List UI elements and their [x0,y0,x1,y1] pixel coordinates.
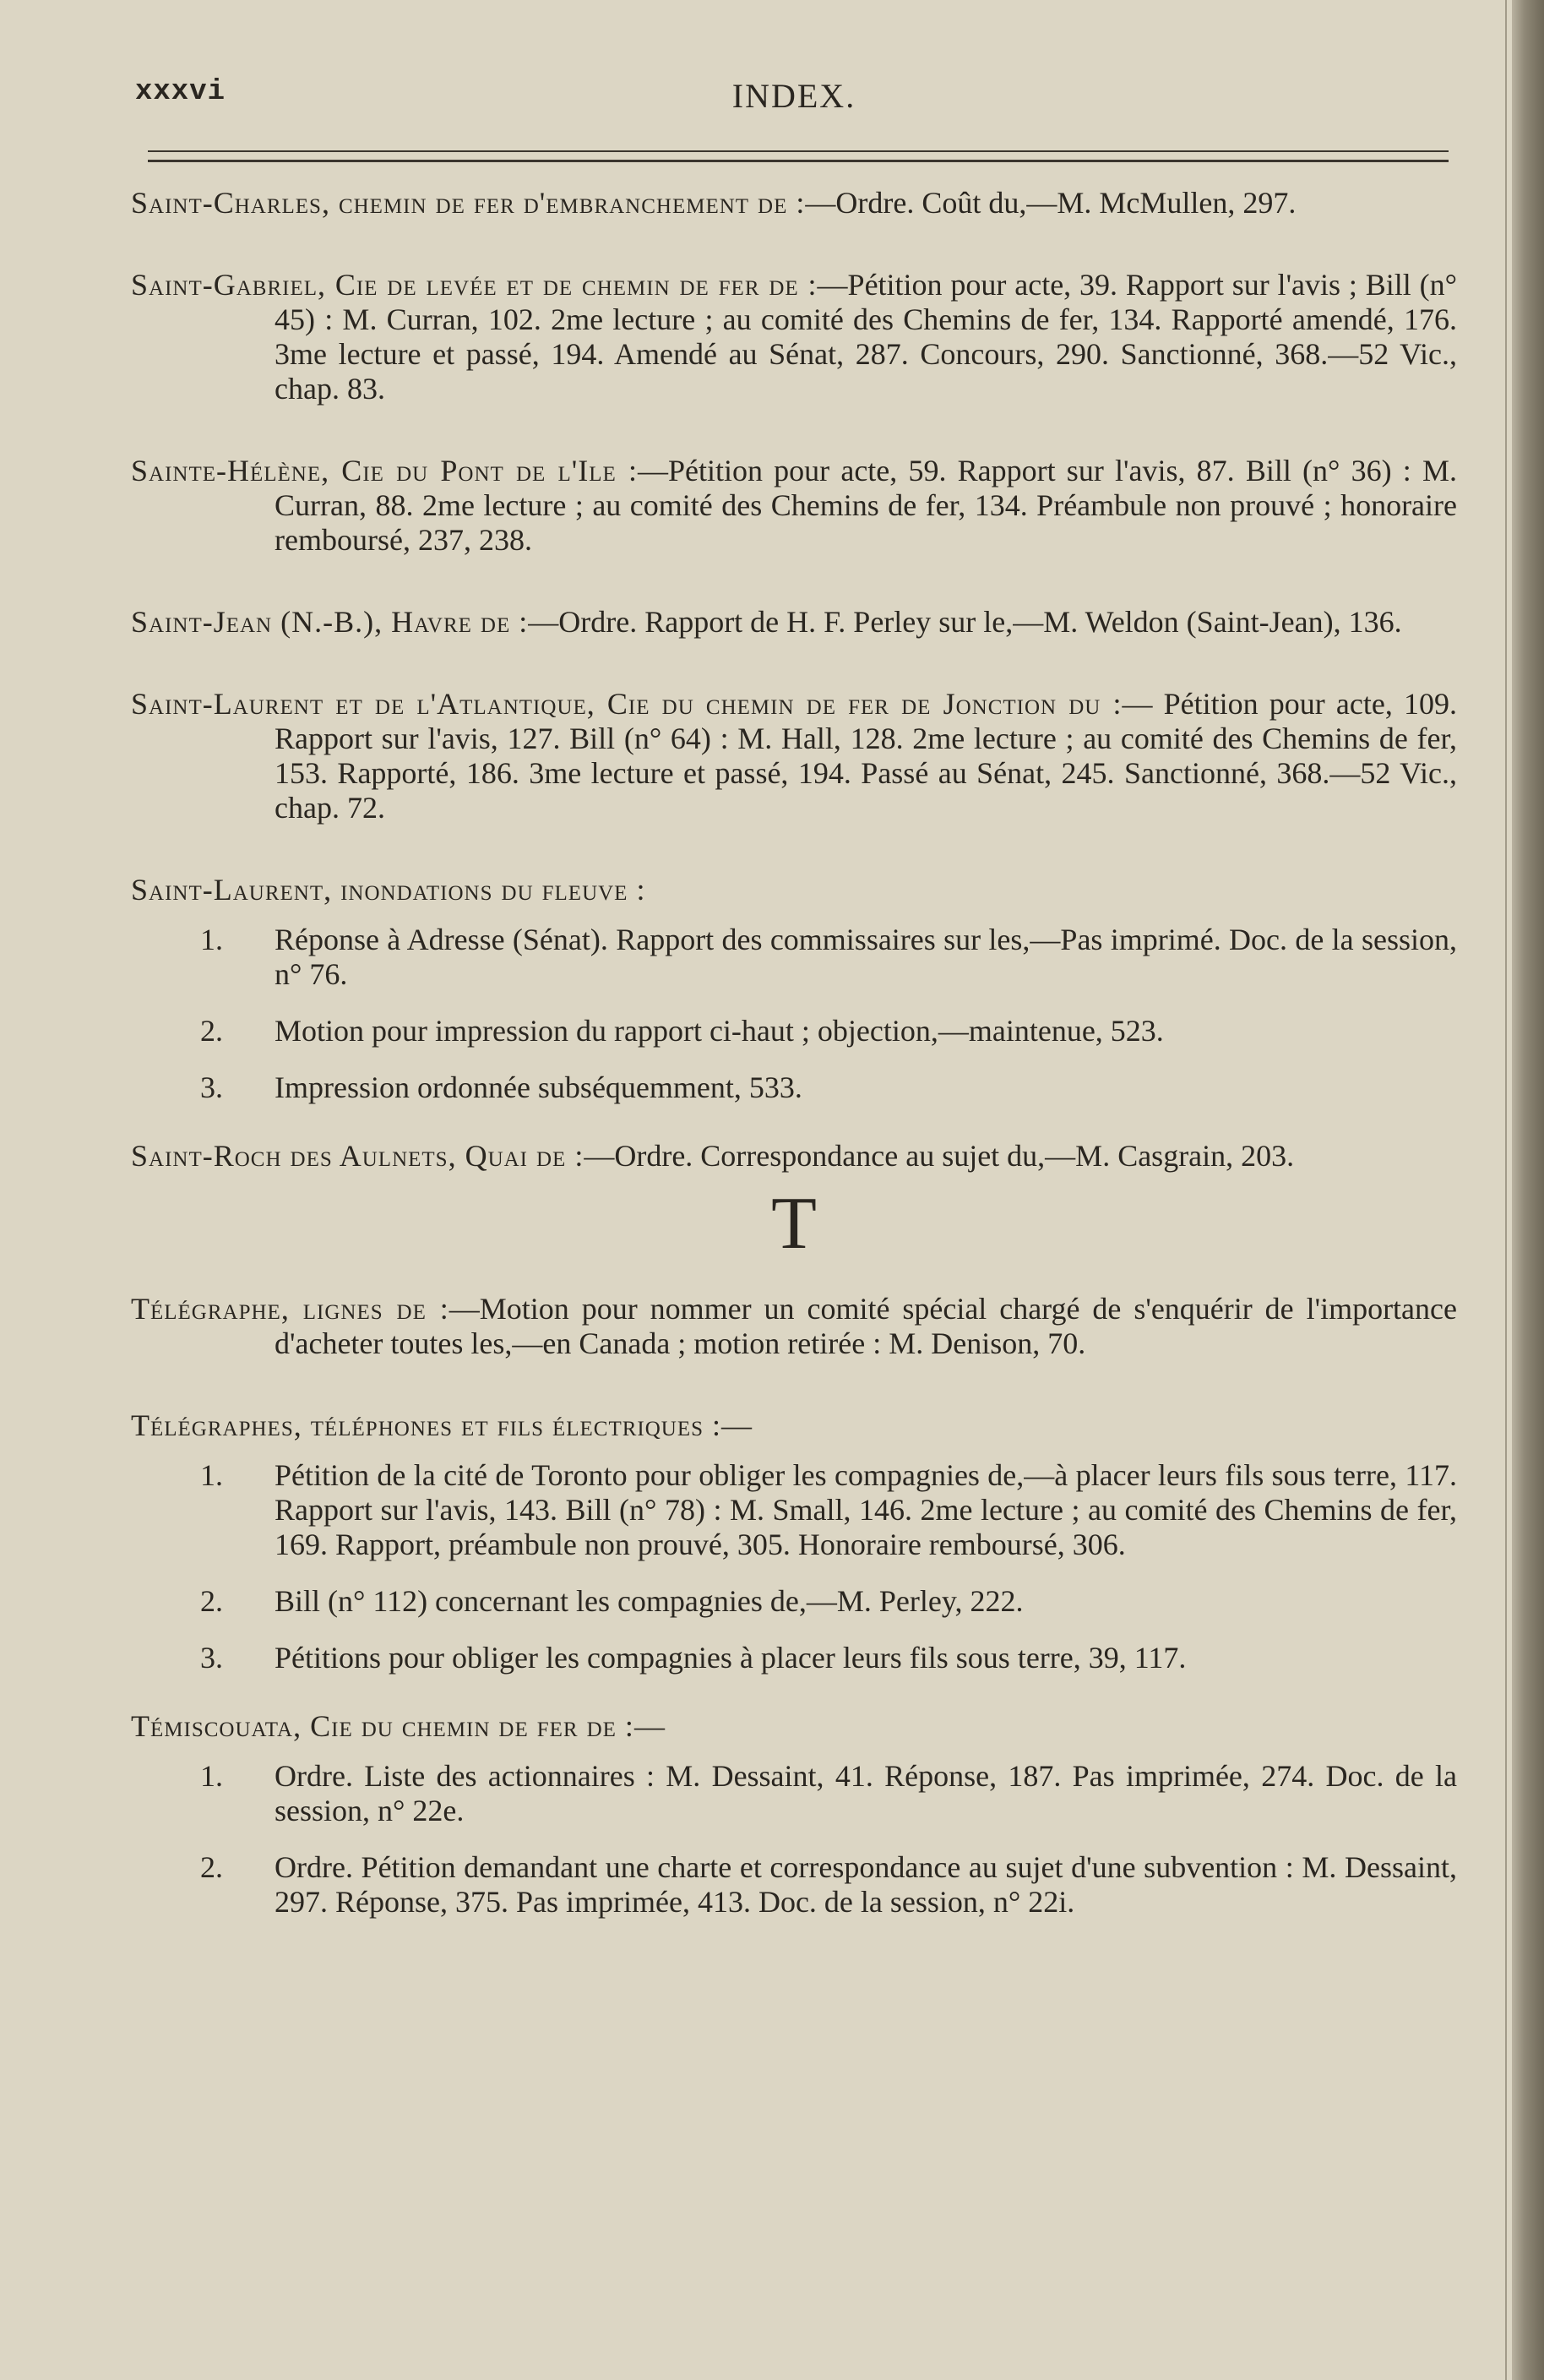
entry-heading: Saint-Laurent, inondations du fleuve : [131,873,646,907]
list-item [131,1070,1457,1105]
index-entry [131,605,1457,640]
entry-text: —Ordre. Coût du,—M. McMullen, 297. [805,186,1297,220]
entry-heading: Saint-Charles, chemin de fer d'embranchement de : [131,186,806,220]
entry-heading: Télégraphes, téléphones et fils électriques : [131,1408,722,1442]
item-number: 1. [200,923,223,956]
list-item [131,1641,1457,1675]
book-spine [1512,0,1544,2380]
entry-heading: Sainte-Hélène, Cie du Pont de l'Ile : [131,454,638,487]
entry-heading: Saint-Jean (N.-B.), Havre de : [131,605,529,639]
index-entry [131,454,1457,558]
list-item [131,1014,1457,1048]
item-text: Ordre. Pétition demandant une charte et correspondance au sujet d'une subvention : M. Dessaint, 297. Réponse, 375. Pas imprimée, 413. Doc. de la session, n° 22i. [275,1850,1457,1919]
index-content [131,186,1457,1953]
entry-heading: Témiscouata, Cie du chemin de fer de : [131,1709,634,1743]
entry-heading: Saint-Roch des Aulnets, Quai de : [131,1139,584,1173]
entry-text: —Ordre. Rapport de H. F. Perley sur le,—M. Weldon (Saint-Jean), 136. [528,605,1402,639]
item-text: Pétition de la cité de Toronto pour obliger les compagnies de,—à placer leurs fils sous terre, 117. Rapport sur l'avis, 143. Bill (n° 78) : M. Small, 146. 2me lecture ; au comité des Chemins de fer, 169. Rapport, préambule non prouvé, 305. Honoraire remboursé, 306. [275,1458,1457,1561]
entry-text: —Motion pour nommer un comité spécial chargé de s'enquérir de l'importance d'acheter toutes les,—en Canada ; motion retirée : M. Denison, 70. [275,1292,1457,1360]
list-item [131,1458,1457,1562]
entry-heading: Saint-Gabriel, Cie de levée et de chemin de fer de : [131,268,818,302]
item-number: 2. [200,1850,223,1884]
index-entry [131,687,1457,825]
item-text: Motion pour impression du rapport ci-haut ; objection,—maintenue, 523. [275,1014,1164,1048]
entry-suffix: — [721,1408,753,1442]
item-number: 3. [200,1070,223,1104]
entry-text: — Pétition pour acte, 109. Rapport sur l'avis, 127. Bill (n° 64) : M. Hall, 128. 2me lecture ; au comité des Chemins de fer, 153. Rapporté, 186. 3me lecture et passé, 194. Passé au Sénat, 245. Sanctionné, 368.—52 Vic., chap. 72. [275,687,1458,825]
index-entry [131,1292,1457,1361]
sub-item-list [131,1458,1457,1675]
index-entry [131,268,1457,406]
item-number: 1. [200,1759,223,1793]
entry-heading: Saint-Laurent et de l'Atlantique, Cie du chemin de fer de Jonction du : [131,687,1123,721]
item-text: Réponse à Adresse (Sénat). Rapport des commissaires sur les,—Pas imprimé. Doc. de la session, n° 76. [275,923,1457,991]
item-number: 2. [200,1584,223,1618]
page-header [135,76,1453,118]
item-text: Bill (n° 112) concernant les compagnies de,—M. Perley, 222. [275,1584,1024,1618]
index-entry [131,873,1457,907]
index-entry [131,1709,1457,1744]
entry-text: —Ordre. Correspondance au sujet du,—M. Casgrain, 203. [584,1139,1295,1173]
entry-heading: Télégraphe, lignes de : [131,1292,449,1326]
item-number: 1. [200,1458,223,1492]
page-number: xxxvi [135,76,226,108]
entry-suffix: — [633,1709,665,1743]
index-entry [131,186,1457,221]
sub-item-list [131,1759,1457,1920]
index-entry [131,1139,1457,1174]
header-rule [148,150,1449,162]
item-number: 3. [200,1641,223,1675]
sub-item-list [131,923,1457,1105]
list-item [131,1759,1457,1828]
list-item [131,923,1457,992]
item-text: Pétitions pour obliger les compagnies à placer leurs fils sous terre, 39, 117. [275,1641,1187,1675]
item-number: 2. [200,1014,223,1048]
binding-edge-line [1505,0,1507,2380]
item-text: Impression ordonnée subséquemment, 533. [275,1070,802,1104]
list-item [131,1850,1457,1920]
entry-text: —Pétition pour acte, 39. Rapport sur l'avis ; Bill (n° 45) : M. Curran, 102. 2me lecture ; au comité des Chemins de fer, 134. Rapporté amendé, 176. 3me lecture et passé, 194. Amendé au Sénat, 287. Concours, 290. Sanctionné, 368.—52 Vic., chap. 83. [275,268,1457,406]
entry-text: —Pétition pour acte, 59. Rapport sur l'avis, 87. Bill (n° 36) : M. Curran, 88. 2me lecture ; au comité des Chemins de fer, 134. Préambule non prouvé ; honoraire remboursé, 237, 238. [275,454,1457,557]
running-title: INDEX. [731,77,856,115]
index-entry [131,1408,1457,1443]
letter-divider: T [771,1183,817,1265]
item-text: Ordre. Liste des actionnaires : M. Dessaint, 41. Réponse, 187. Pas imprimée, 274. Doc. de la session, n° 22e. [275,1759,1457,1827]
list-item [131,1584,1457,1619]
